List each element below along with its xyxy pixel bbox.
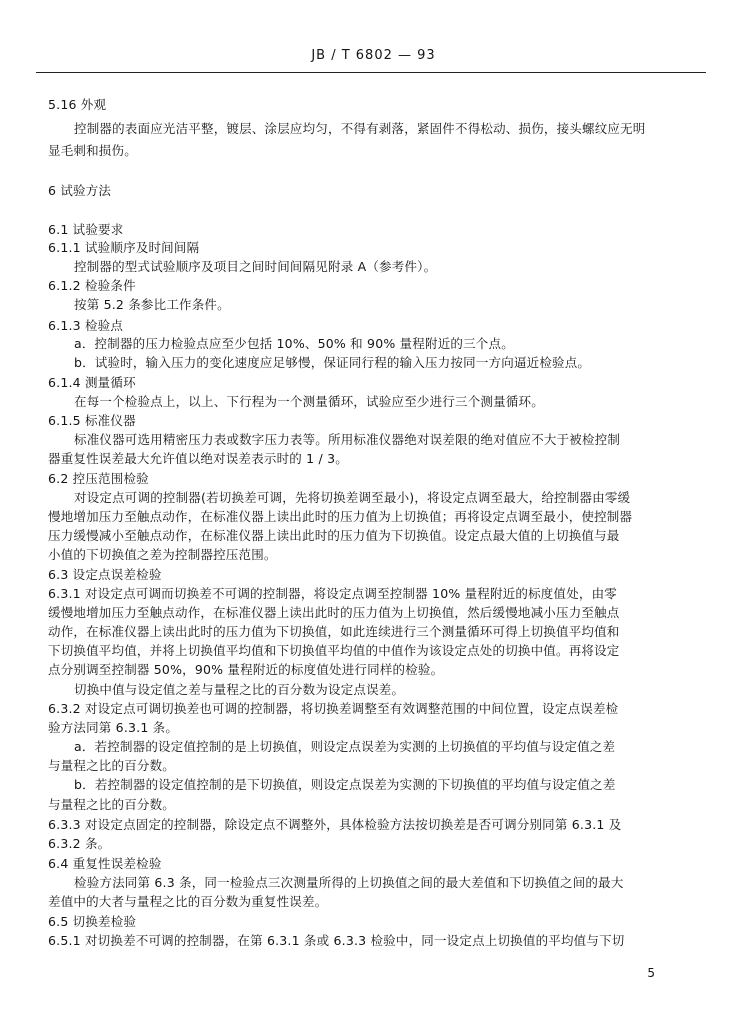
text-line: a．控制器的压力检验点应至少包括 10%、50% 和 90% 量程附近的三个点。 <box>74 336 514 351</box>
text-line: 下切换值平均值，并将上切换值平均值和下切换值平均值的中值作为该设定点处的切换中值。再将设定 <box>48 643 620 658</box>
text-line: 检验方法同第 6.3 条，同一检验点三次测量所得的上切换值之间的最大差值和下切换值之间的最大 <box>74 875 624 890</box>
text-line: 小值的下切换值之差为控制器控压范围。 <box>48 547 277 562</box>
text-line: 器重复性误差最大允许值以绝对误差表示时的 1 / 3。 <box>48 451 348 466</box>
text-line: 慢地增加压力至触点动作，在标准仪器上读出此时的压力值为上切换值；再将设定点调至最小，使控制器 <box>48 509 633 524</box>
text-line: 6.1.2 检验条件 <box>48 278 136 293</box>
text-line: 6.1.1 试验顺序及时间间隔 <box>48 240 200 255</box>
text-line: 差值中的大者与量程之比的百分数为重复性误差。 <box>48 894 328 909</box>
text-line: 6.2 控压范围检验 <box>48 471 149 486</box>
text-line: 6.3.1 对设定点可调而切换差不可调的控制器，将设定点调至控制器 10% 量程附近的标度值处，由零 <box>48 586 618 601</box>
text-line: 标准仪器可选用精密压力表或数字压力表等。所用标准仪器绝对误差限的绝对值应不大于被检控制 <box>74 432 621 447</box>
text-line: b．若控制器的设定值控制的是下切换值，则设定点误差为实测的下切换值的平均值与设定值之差 <box>74 777 616 792</box>
text-line: 按第 5.2 条参比工作条件。 <box>74 297 230 312</box>
text-line: 6 试验方法 <box>48 183 112 198</box>
text-line: 切换中值与设定值之差与量程之比的百分数为设定点误差。 <box>74 682 405 697</box>
text-line: 显毛刺和损伤。 <box>48 143 137 158</box>
text-line: b．试验时，输入压力的变化速度应足够慢，保证同行程的输入压力按同一方向逼近检验点。 <box>74 355 591 370</box>
text-line: 与量程之比的百分数。 <box>48 758 176 773</box>
text-line: 6.3.3 对设定点固定的控制器，除设定点不调整外，具体检验方法按切换差是否可调分别同第 6.3.1 及 <box>48 817 622 832</box>
header-rule <box>36 72 706 73</box>
text-line: 6.3.2 对设定点可调切换差也可调的控制器，将切换差调整至有效调整范围的中间位置，设定点误差检 <box>48 701 619 716</box>
text-line: 6.1.4 测量循环 <box>48 375 136 390</box>
text-line: 与量程之比的百分数。 <box>48 797 176 812</box>
text-line: 5.16 外观 <box>48 97 107 112</box>
text-line: 6.3.2 条。 <box>48 836 111 851</box>
standard-header: JB / T 6802 — 93 <box>311 48 436 63</box>
text-line: 6.1.3 检验点 <box>48 318 124 333</box>
text-line: 6.1 试验要求 <box>48 222 124 237</box>
text-line: 压力缓慢减小至触点动作，在标准仪器上读出此时的压力值为下切换值。设定点最大值的上切换值与最 <box>48 528 620 543</box>
page-number: 5 <box>647 966 655 980</box>
text-line: 6.5.1 对切换差不可调的控制器，在第 6.3.1 条或 6.3.3 检验中，同一设定点上切换值的平均值与下切 <box>48 933 625 948</box>
text-line: 在每一个检验点上，以上、下行程为一个测量循环，试验应至少进行三个测量循环。 <box>74 394 544 409</box>
text-line: 缓慢地增加压力至触点动作，在标准仪器上读出此时的压力值为上切换值，然后缓慢地减小压力至触点 <box>48 605 620 620</box>
text-line: 控制器的表面应光洁平整，镀层、涂层应均匀，不得有剥落，紧固件不得松动、损伤，接头螺纹应无明 <box>74 121 646 136</box>
text-line: 动作，在标准仪器上读出此时的压力值为下切换值，如此连续进行三个测量循环可得上切换值平均值和 <box>48 624 620 639</box>
text-line: 6.3 设定点误差检验 <box>48 567 162 582</box>
text-line: 对设定点可调的控制器(若切换差可调，先将切换差调至最小)，将设定点调至最大，给控制器由零缓 <box>74 490 631 505</box>
text-line: 6.5 切换差检验 <box>48 914 137 929</box>
text-line: 点分别调至控制器 50%，90% 量程附近的标度值处进行同样的检验。 <box>48 662 444 677</box>
text-line: a．若控制器的设定值控制的是上切换值，则设定点误差为实测的上切换值的平均值与设定值之差 <box>74 739 616 754</box>
text-line: 6.1.5 标准仪器 <box>48 413 136 428</box>
text-line: 6.4 重复性误差检验 <box>48 856 162 871</box>
text-line: 控制器的型式试验顺序及项目之间时间间隔见附录 A（参考件）。 <box>74 259 437 274</box>
text-line: 验方法同第 6.3.1 条。 <box>48 720 179 735</box>
